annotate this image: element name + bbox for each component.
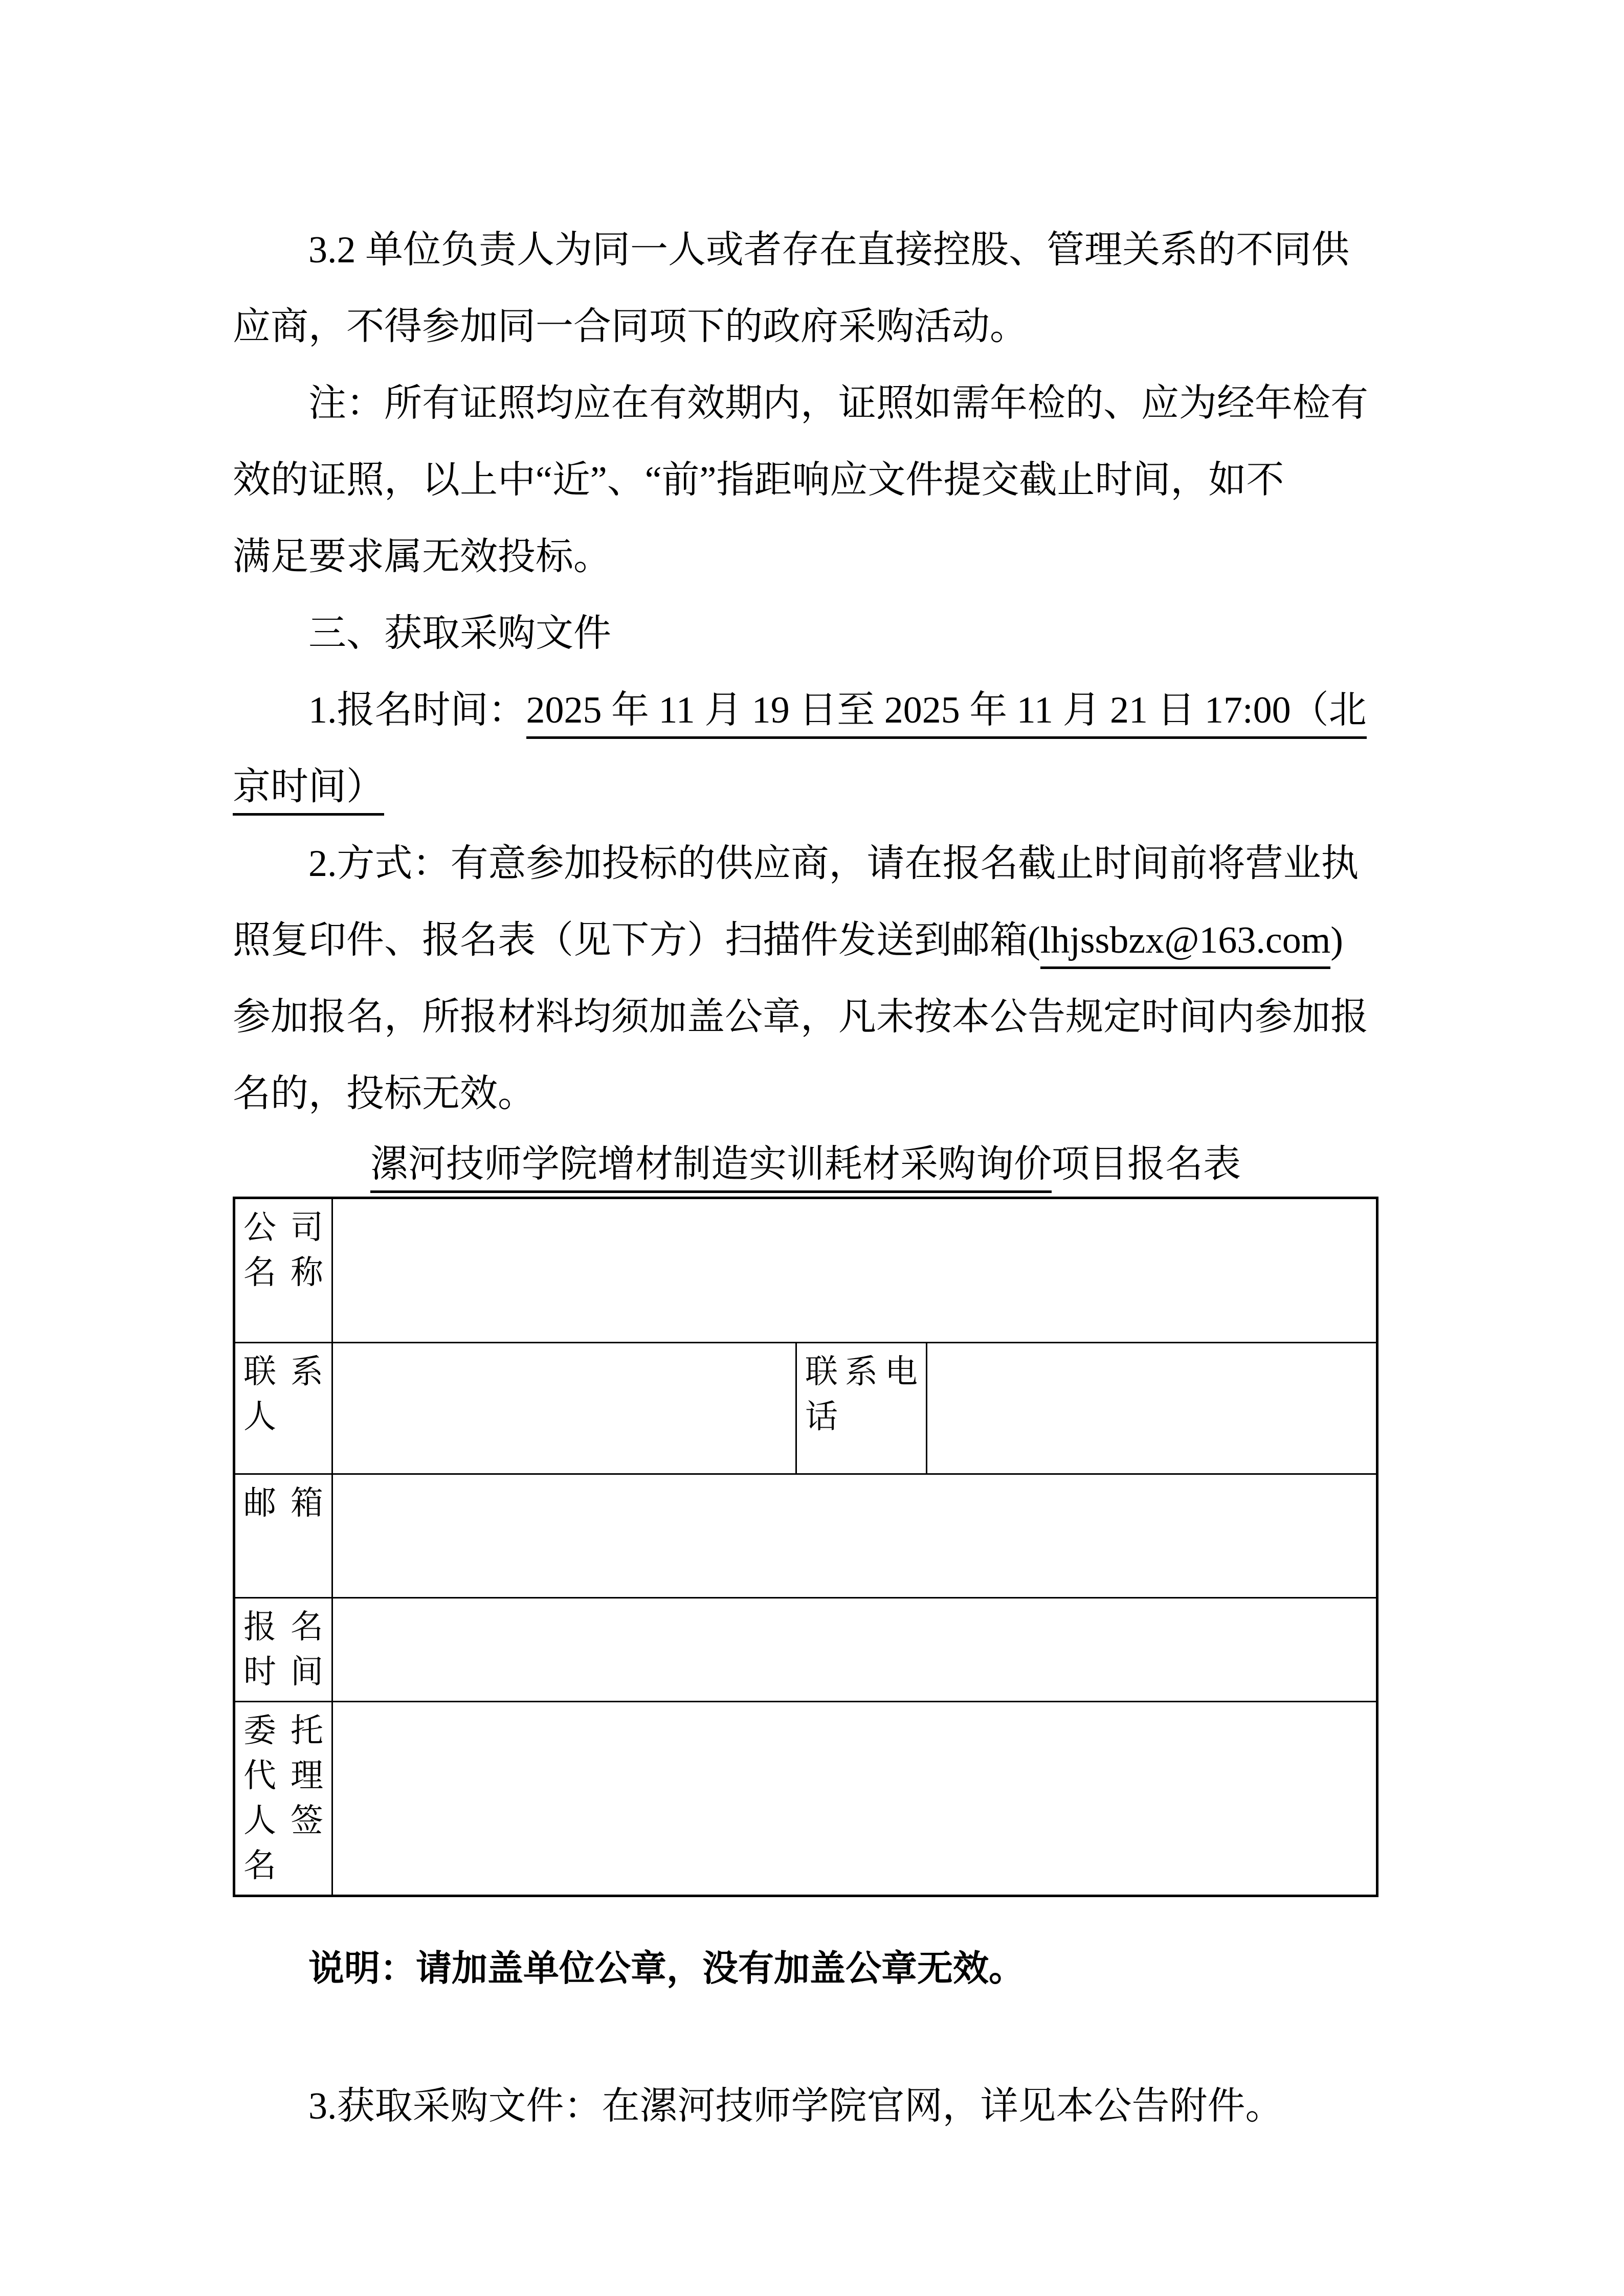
paragraph-line [233,672,1378,749]
company-name-label: 公司名称 [234,1198,332,1343]
paragraph-line: 2.方式：有意参加投标的供应商，请在报名截止时间前将营业执 [308,843,1359,885]
section-heading: 三、获取采购文件 [308,613,611,655]
paragraph-line: 效的证照，以上中“近”、“前”指距响应文件提交截止时间，如不 [233,459,1284,501]
agent-signature-label: 委托代理人签名 [234,1702,332,1896]
paragraph-item2 [233,825,1378,1132]
table-row-company [234,1198,1377,1343]
paragraph-item1 [233,672,1378,825]
signup-date-label: 报名时间 [234,1598,332,1702]
paragraph-line: 名的，投标无效。 [233,1073,536,1115]
contact-phone-label: 联系电话 [796,1343,927,1474]
contact-phone-value-cell [927,1343,1377,1474]
form-title [233,1132,1378,1197]
item2-line2-pre: 照复印件、报名表（见下方）扫描件发送到邮箱( [233,919,1040,961]
form-title-rest: 项目报名表 [1052,1143,1241,1185]
table-row-email [234,1474,1377,1598]
contact-person-label: 联系人 [234,1343,332,1474]
paragraph-item3: 3.获取采购文件：在漯河技师学院官网，详见本公告附件。 [308,2085,1283,2127]
paragraph-note-zhu [233,365,1378,595]
paragraph-line: 3.2 单位负责人为同一人或者存在直接控股、管理关系的不同供 [308,229,1349,271]
signup-deadline-text: 2025 年 11 月 19 日至 2025 年 11 月 21 日 17:00（北 [526,689,1367,739]
table-row-contact [234,1343,1377,1474]
signup-email-text: lhjssbzx@163.com [1040,919,1331,969]
stamp-note: 说明：请加盖单位公章，没有加盖公章无效。 [308,1948,1025,1988]
item1-prefix: 1.报名时间： [308,689,526,731]
paragraph-line [233,749,1378,825]
table-row-agent-signature [234,1702,1377,1896]
company-name-value-cell [332,1198,1377,1343]
agent-signature-value-cell [332,1702,1377,1896]
signup-deadline-text-cont: 京时间） [233,766,384,816]
signup-date-value-cell [332,1598,1377,1702]
email-value-cell [332,1474,1377,1598]
paragraph-line: 参加报名，所报材料均须加盖公章，凡未按本公告规定时间内参加报 [233,996,1368,1038]
paragraph-line: 应商，不得参加同一合同项下的政府采购活动。 [233,306,1028,348]
form-title-underlined: 漯河技师学院增材制造实训耗材采购询价 [370,1143,1052,1193]
table-row-signup-date [234,1598,1377,1702]
paragraph-line: 注：所有证照均应在有效期内，证照如需年检的、应为经年检有 [308,382,1368,424]
paragraph-3-2 [233,212,1378,365]
item2-line2-post: ) [1330,919,1343,961]
email-label: 邮箱 [234,1474,332,1598]
contact-person-value-cell [332,1343,796,1474]
signup-form-table [233,1197,1378,1897]
paragraph-line: 满足要求属无效投标。 [233,536,611,578]
paragraph-line [233,902,1378,979]
